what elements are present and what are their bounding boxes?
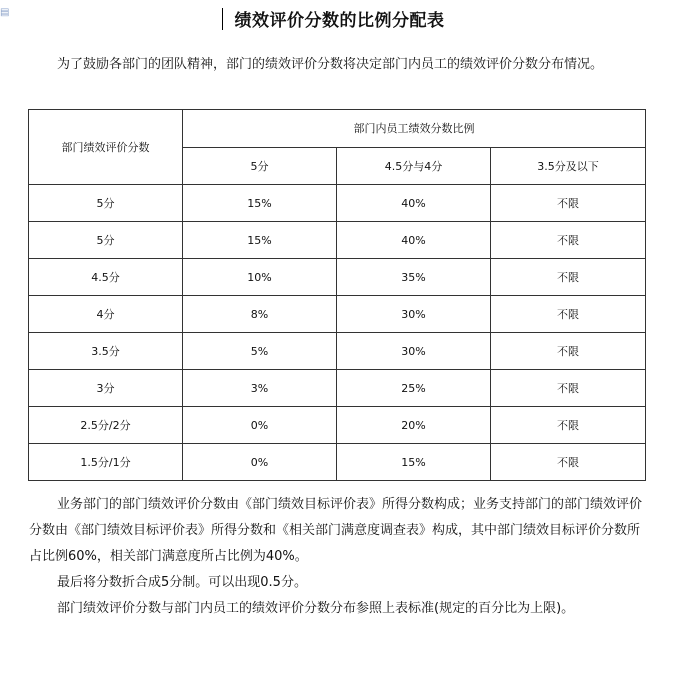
ratio-cell: 15% [183,222,337,259]
document-icon: ▤ [0,7,10,18]
score-cell: 3.5分 [29,333,183,370]
column-header: 5分 [183,147,337,185]
table-row [29,296,646,333]
column-header: 3.5分及以下 [491,147,646,185]
reference-paragraph: 部门绩效评价分数与部门内员工的绩效评价分数分布参照上表标准(规定的百分比为上限)。 [57,601,575,616]
score-cell: 5分 [29,185,183,222]
ratio-cell: 0% [183,407,337,444]
ratio-cell: 3% [183,370,337,407]
table-header-row [29,110,646,148]
ratio-cell: 10% [183,259,337,296]
ratio-cell: 30% [337,333,491,370]
intro-paragraph: 为了鼓励各部门的团队精神，部门的绩效评价分数将决定部门内员工的绩效评价分数分布情况。 [57,57,604,72]
table-row [29,333,646,370]
score-ratio-table [28,109,646,481]
row-header-cell: 部门绩效评价分数 [29,110,183,185]
ratio-cell: 15% [337,444,491,481]
table-row [29,444,646,481]
ratio-cell: 不限 [491,333,646,370]
ratio-cell: 不限 [491,185,646,222]
ratio-cell: 25% [337,370,491,407]
ratio-cell: 40% [337,185,491,222]
scoring-paragraph: 业务部门的部门绩效评价分数由《部门绩效目标评价表》所得分数构成；业务支持部门的部门绩效评价分数由《部门绩效目标评价表》所得分数和《相关部门满意度调查表》构成，其中部门绩效目标评价分数所占比例60%，相关部门满意度所占比例为40%。 [29,497,643,564]
score-cell: 2.5分/2分 [29,407,183,444]
table-row [29,407,646,444]
ratio-cell: 不限 [491,296,646,333]
score-cell: 3分 [29,370,183,407]
ratio-cell: 20% [337,407,491,444]
ratio-cell: 不限 [491,259,646,296]
ratio-cell: 8% [183,296,337,333]
score-cell: 1.5分/1分 [29,444,183,481]
table-row [29,370,646,407]
conversion-paragraph: 最后将分数折合成5分制。可以出现0.5分。 [57,575,307,590]
score-cell: 4.5分 [29,259,183,296]
ratio-cell: 0% [183,444,337,481]
ratio-cell: 不限 [491,444,646,481]
table-row [29,185,646,222]
table-row [29,222,646,259]
ratio-cell: 40% [337,222,491,259]
ratio-cell: 5% [183,333,337,370]
ratio-cell: 35% [337,259,491,296]
score-cell: 5分 [29,222,183,259]
ratio-cell: 15% [183,185,337,222]
column-header: 4.5分与4分 [337,147,491,185]
score-cell: 4分 [29,296,183,333]
ratio-cell: 不限 [491,370,646,407]
table-row [29,259,646,296]
ratio-cell: 30% [337,296,491,333]
ratio-cell: 不限 [491,222,646,259]
ratio-cell: 不限 [491,407,646,444]
group-header-cell: 部门内员工绩效分数比例 [183,110,646,148]
page-title: 绩效评价分数的比例分配表 [234,11,445,31]
